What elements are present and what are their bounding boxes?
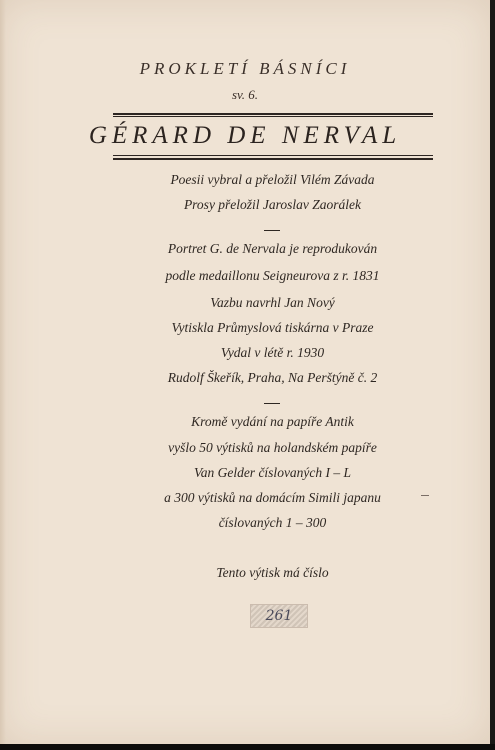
- bottom-rule-thin: [113, 155, 433, 156]
- copy-number: 261: [265, 608, 293, 624]
- edition-line-1: Kromě vydání na papíře Antik: [191, 414, 354, 429]
- section-dash-1: [264, 230, 280, 231]
- copy-note: Tento výtisk má číslo: [216, 565, 329, 580]
- edition-line-4: a 300 výtisků na domácím Simili japanu: [164, 490, 381, 505]
- series-title: PROKLETÍ BÁSNÍCI: [139, 59, 351, 78]
- copy-number-stamp: [250, 604, 308, 628]
- credit-line-2: Prosy přeložil Jaroslav Zaorálek: [183, 197, 362, 212]
- top-rule: [113, 113, 433, 115]
- author-name: GÉRARD DE NERVAL: [88, 122, 402, 149]
- page-edge-right: [490, 0, 495, 750]
- production-line-4: Vytiskla Průmyslová tiskárna v Praze: [171, 320, 374, 335]
- credit-line-1: Poesii vybral a přeložil Vilém Závada: [170, 172, 375, 187]
- production-line-6: Rudolf Škeřík, Praha, Na Perštýně č. 2: [167, 370, 378, 385]
- production-line-5: Vydal v létě r. 1930: [220, 345, 325, 360]
- margin-mark: [421, 495, 429, 496]
- section-dash-2: [264, 403, 280, 404]
- production-line-2: podle medaillonu Seigneurova z r. 1831: [165, 268, 380, 283]
- production-line-1: Portret G. de Nervala je reprodukován: [167, 241, 378, 256]
- edition-line-5: číslovaných 1 – 300: [218, 515, 327, 530]
- bottom-rule: [113, 158, 433, 160]
- edition-line-3: Van Gelder číslovaných I – L: [193, 465, 352, 480]
- page-edge-bottom: [0, 744, 495, 750]
- volume-number: sv. 6.: [231, 87, 259, 102]
- production-line-3: Vazbu navrhl Jan Nový: [210, 295, 335, 310]
- edition-line-2: vyšlo 50 výtisků na holandském papíře: [168, 440, 377, 455]
- top-rule-thin: [113, 116, 433, 117]
